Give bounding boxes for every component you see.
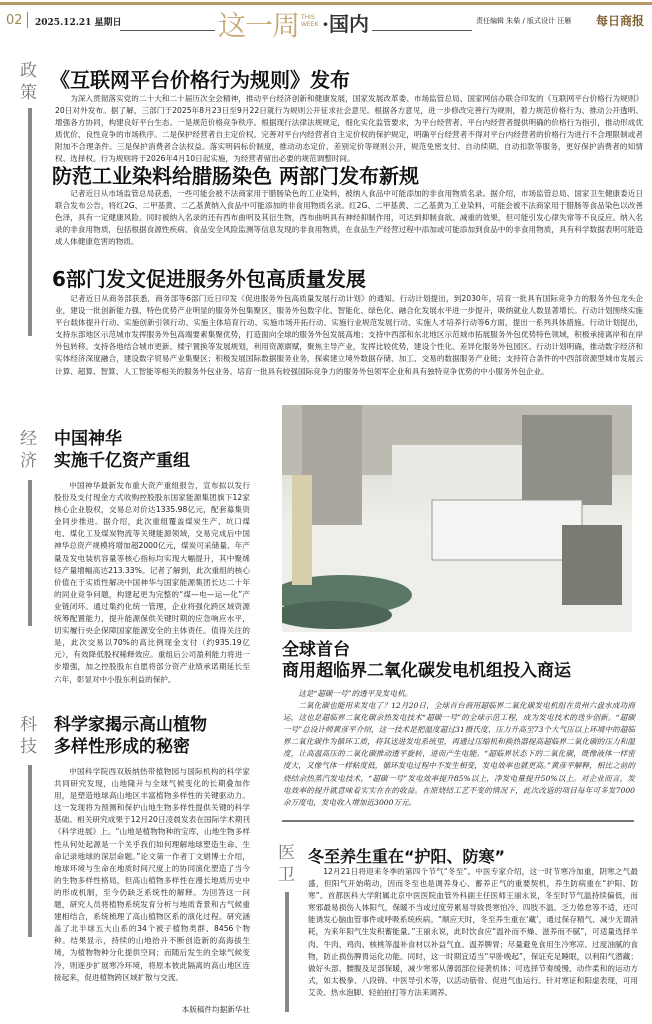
turbine-illustration [282,405,632,632]
title-line: 科学家揭示高山植物 [54,715,207,735]
title-line: 多样性形成的秘密 [54,737,190,757]
section-label-economy: 经济 [20,429,37,471]
article-body: 中国科学院西双版纳热带植物园与国际机构的科学家共同研究发现，山地隆升与全球气候变化的长期叠加作用，是塑造地球高山地区丰富植物多样性的关键驱动力。这一发现将为预测和保护山地生物多样性提供关键的科学基础。相关研究成果于12月20日凌晨发表在国际学术期刊《科学进展》上。“山地是植物物种的宝库，山地生物多样性从何处起源是一个关乎我们如何理解地球塑造生命、生命记录地球的深层命题。”论文第一作者丁文娟博士介绍，地球环境与生命在地质时间尺度上的协同演化塑造了当今的生物多样性格局，但高山植物多样性在漫长地质历史中的形成机制，至今仍缺乏系统性的解释。为回答这一问题，研究人员将植物系统发育分析与地质背景和古气候重建相结合，系统梳理了高山植物区系的演化过程。研究涵盖了北半球五大山系的34个被子植物类群、8456个物种。结果显示，持续的山地抬升不断创造新的高海拔生境，为植物物种分化提供空间；而随后发生的全球气候变冷，则逐步扩展寒冷环境，将原本彼此隔离的高山地区连接起来，促进植物跨区域扩散与交流。 [54,767,250,982]
article-body: 记者近日从商务部获悉，商务部等6部门近日印发《促进服务外包高质量发展行动计划》的通知。行动计划提出，到2030年，培育一批具有国际竞争力的服务外包龙头企业，建设一批创新能力强、特色优势产业明显的服务外包集聚区，服务外包数字化、智能化、绿色化、融合化发展水平进一步提升，吸纳就业人数显著增长。行动计划围绕实施平台载体提升行动、实施创新引领行动、实施主体培育行动、实施市场开拓行动、实施行业规范发展行动、实施人才培养行动等6方面，提出一系列具体措施。行动计划提出，支持东部地区示范城市发挥服务外包高端要素集聚优势，打造面向全球的服务外包发展高地；支持中西部和东北地区示范城市拓展服务外包优势特色领域，积极承接离岸和在岸外包转移。支持各地结合城市更新、楼宇置换等发展规划，利用资源禀赋，聚焦主导产业，发挥比较优势，建设个性化、差异化服务外包园区。行动计划明确，推动数字经济和实体经济深度融合，建设数字贸易产业集聚区；积极发展国际数据服务业务，探索建立境外数据存储、加工、交易的数据服务产业链；支持符合条件的中西部资源型城市发展云计算、超算、智算、人工智能等相关的服务外包业务。培育一批具有较强国际竞争力的服务外包领军企业和具有独特竞争优势的中小服务外包企业。 [55,294,643,376]
section-bar [28,765,32,937]
article-title: 《互联网平台价格行为规则》发布 [50,68,350,92]
title-line: 实施千亿资产重组 [54,451,190,471]
article-title [282,640,571,682]
photo-caption: 这是“超碳一号”的透平及发电机。 [298,689,413,698]
this-week-label: THIS WEEK [301,14,319,28]
turbine-photo [282,405,632,632]
section-name: ·国内 [322,12,369,36]
divider [282,820,634,822]
page-number: 02 [6,13,23,28]
article-body: 12月21日将迎来冬季的第四个节气“冬至”。中医专家介绍，这一时节寒冷加重，阴寒之气最盛，但阳气开始萌动，因而冬至也是调养身心、蓄养正气的重要契机，养生防病重在“护阳、防寒”。首都医科大学附属北京中医医院血管外科副主任医师王丽永说，冬至时节气温持续偏低，而寒邪最易损伤人体阳气，保暖不当或过度劳累易导致畏寒怕冷、四肢不温、乏力倦怠等不适，还可能诱发心脑血管事件或呼吸系统疾病。“顺应天时，冬至养生重在‘藏’，通过保存精气、减少无谓消耗，为来年阳气生发积蓄能量。”王丽永说，此时饮食应“温补而不燥、滋养而不腻”，可适量选择羊肉、牛肉、鸡肉、核桃等温补食材以补益气血、温养脾胃；尽量避免食用生冷寒凉、过度油腻的食物，防止损伤脾胃运化功能。同时，这一时期宜适当“早卧晚起”，保证充足睡眠，以利阳气潜藏；做好头部、腰腹及足部保暖，减少寒邪从薄弱部位侵袭机体；可选择节奏缓慢、动作柔和的运动方式，如太极拳、八段锦、中医导引术等，以活动筋骨、促进气血运行。针对寒证和阳虚表现，可用艾灸、热水泡脚、轻拍拍打等方法来调养。 [308,867,638,997]
section-bar [28,480,32,626]
editor-credit: 责任编辑 朱柴 / 版式设计 汪雁 [476,17,572,25]
article-body: 为深入贯彻落实党的二十大和二十届历次全会精神，推动平台经济创新和健康发展，国家发展改革委、市场监管总局、国家网信办联合印发的《互联网平台价格行为规则》20日对外发布。据了解，三部门于2025年8月23日至9月22日就行为规则公开征求社会意见。根据各方意见，进一步修改完善行为规则，着力规范价格行为、推动公开透明、增强各方协同，构建良好平台生态。一是规范价格竞争秩序。根据现行法律法规规定，细化实化监管要求，为平台经营者、平台内经营者提供明确的价格行为指引，推动形成优质优价、良性竞争的市场秩序。二是保护经营者自主定价权。完善对平台内经营者自主定价权的保护规定，明确平台经营者不得对平台内经营者的价格行为进行不合理限制或者附加不合理条件。三是保护消费者合法权益。落实明码标价制度，推动动态定价、差别定价等规则公开，规范免密支付、自动续期、自动扣款等服务，更好保护消费者的知情权、选择权。行为规则将于2026年4月10日起实施，为经营者留出必要的规范调整时间。 [55,94,643,164]
article-title [54,428,190,472]
top-rule [0,2,652,5]
article-body: 记者近日从市场监管总局获悉，一些可能会被不法商家用于腊肠染色的工业染料，被纳入食品中可能添加的非食用物质名录。据介绍，市场监管总局、国家卫生健康委近日联合发布公告，将红2G、二甲基黄、二乙基黄纳入食品中可能添加的非食用物质名录。红2G、二甲基黄、二乙基黄为工业染料，可能会被不法商家用于腊肠等食品染色以改善色泽，具有一定健康风险。同时被纳入名录的还有西布曲明及其衍生物，西布曲明具有神经抑制作用，可达到抑制食欲、减重的效果，但可能引发心律失常等不良反应。纳入名录的非食用物质，包括根据食源性疾病、食品安全风险监测等信息发现的非食用物质，在食品生产经营过程中添加或可能添加到食品中的非食用物质，具有科学数据表明可能造成人体健康危害的物质。 [55,189,643,247]
divider [27,12,28,28]
column-logo: 这一周 [218,9,300,42]
article-body: 中国神华最新发布重大资产重组报告，宣布拟以发行股份及支付现金方式收购控股股东国家能源集团旗下12家核心企业股权，交易总对价达1335.98亿元，配套募集资金同步推进。据介绍，此次重组覆盖煤炭生产、坑口煤电、煤化工及煤炭物流等关键能源领域，交易完成后中国神华总资产规模将增加超2000亿元，煤炭可采储量、年产量及发电装机容量等核心指标均实现大幅提升，其中聚烯烃产量增幅高达213.33%。记者了解到，此次重组的核心价值在于实质性解决中国神华与国家能源集团长达二十年的同业竞争问题，构建起更为完整的“煤—电—运—化”产业链闭环。通过集约化统一管理，企业将强化跨区域资源统筹配置能力，提升能源保供关键时期的应急响应水平，切实履行央企保障国家能源安全的主体责任。值得关注的是，此次交易以70%的高比例现金支付（约935.19亿元），有效降低股权稀释效应。重组后公司盈利能力将进一步增强，加之控股股东自愿将部分资产业绩承诺期延长至六年，彰显对中小股东利益的保护。 [54,481,250,684]
title-line: 商用超临界二氧化碳发电机组投入商运 [282,661,571,681]
article-title [54,714,207,758]
section-label-tech: 科技 [20,715,37,757]
divider [372,30,472,31]
section-bar [285,892,289,1012]
divider [120,30,215,31]
newspaper-brand: 每日商报 [596,14,645,28]
page-header [0,8,652,42]
title-line: 中国神华 [54,429,122,449]
article-title: 冬至养生重在“护阳、防寒” [308,847,506,866]
section-bar [28,108,32,336]
article-body: 二氧化碳也能用来发电了？12月20日，全球首台商用超临界二氧化碳发电机组在贵州六盘水成功商运，这也是超临界二氧化碳余热发电技术“超碳一号”的全球示范工程，成为发电技术的迭步创新。“超碳一号”总设计师黄彦平介绍，这一技术是把温度超过31摄氏度、压力升高至73个大气压以上环境中的超临界二氧化碳作为循环工质，将其送进发电系统里，再通过压缩机和换热器提高超临界二氧化碳的压力和温度，让高温高压的二氧化碳推动透平旋转，进而产生电能。“超临界状态下的二氧化碳，既像液体一样密度大，又像气体一样粘度低，循环发电过程中不发生相变，发电效率也就更高。”黄彦平解释，相比之前的烧结余热蒸汽发电技术，“超碳一号”发电效率提升85%以上，净发电量提升50%以上。对企业而言，发电效率的提升就意味着实实在在的收益。在原烧结工艺不变的情况下，此次改造的项目每年可多发7000余万度电，发电收入增加近3000万元。 [283,701,635,807]
article-title: 防范工业染料给腊肠染色 两部门发布新规 [52,164,419,188]
section-label-health: 医卫 [278,843,295,885]
title-line: 全球首台 [282,640,350,660]
byline: 本版稿件均据新华社 [181,1005,250,1014]
article-title: 6部门发文促进服务外包高质量发展 [52,267,366,291]
section-label-policy: 政策 [20,61,37,103]
issue-date: 2025.12.21 星期日 [35,18,122,28]
